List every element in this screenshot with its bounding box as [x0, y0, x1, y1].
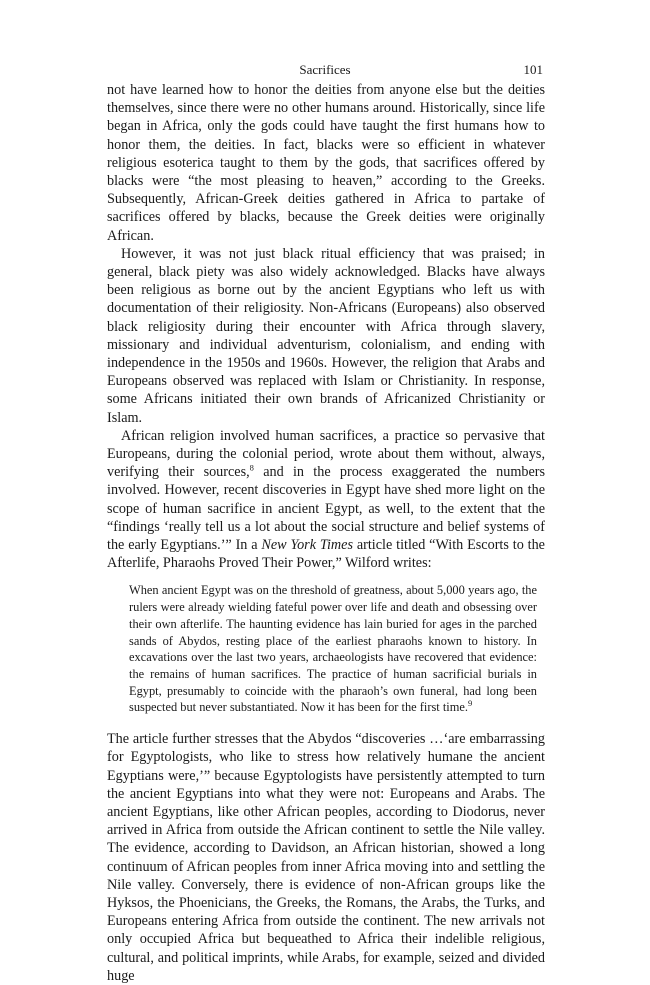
- newspaper-title: New York Times: [261, 537, 353, 554]
- footnote-ref-8: 8: [249, 462, 254, 473]
- block-quote-text: When ancient Egypt was on the threshold of greatness, about 5,000 years ago, the rulers were already wielding fateful power over life and death and obsessing over their own afterlife. The haunting evidence has lain buried for ages in the parched sands of Abydos, resting place of the earliest pharaohs known to history. In excavations over the last two years, archaeologists have recovered that evidence: the remains of human sacrifices. The practice of human sacrificial burials in Egypt, presumably to coincide with the pharaoh’s own funeral, had long been suspected but never substantiated. Now it has been for the first time.: [129, 583, 537, 715]
- paragraph-1: not have learned how to honor the deities from anyone else but the deities themselves, since there were no other humans around. Historically, since life began in Africa, only the gods could have taught the first humans how to honor them, the deities. In fact, blacks were so efficient in whatever religious esoterica taught to them by the gods, that sacrifices offered by blacks were “the most pleasing to heaven,” according to the Greeks. Subsequently, African-Greek deities gathered in Africa to partake of sacrifices offered by blacks, because the Greek deities were originally African.: [107, 82, 545, 244]
- page-header: [107, 62, 543, 80]
- footnote-ref-9: 9: [467, 698, 473, 709]
- paragraph-3-text-b: and in the process exaggerated the numbers involved. However, recent discoveries in Egypt have shed more light on the scope of human sacrifice in ancient Egypt, as well, to the extent that the “findings ‘really tell us a lot about the social structure and belief systems of the early Egyptians.’” In a: [107, 464, 545, 554]
- block-quote: [129, 582, 537, 716]
- running-head: Sacrifices: [299, 62, 351, 77]
- paragraph-2: However, it was not just black ritual efficiency that was praised; in general, black piety was also widely acknowledged. Blacks have always been religious as borne out by the ancient Egyptians who left us with documentation of their religiosity. Non-Africans (Europeans) also observed black religiosity during their encounter with Africa through slavery, missionary and individual adventurism, colonialism, and ending with independence in the 1950s and 1960s. However, the religion that Arabs and Europeans observed was replaced with Islam or Christianity. In response, some Africans initiated their own brands of Africanized Christianity or Islam.: [107, 245, 545, 426]
- page-number: 101: [523, 62, 543, 77]
- paragraph-3-text-a: African religion involved human sacrifices, a practice so pervasive that Europeans, during the colonial period, wrote about them without, always, verifying their sources,: [107, 427, 545, 481]
- paragraph-3: [107, 427, 545, 573]
- paragraph-3-text-c: article titled “With Escorts to the Afterlife, Pharaohs Proved Their Power,” Wilford writes:: [107, 537, 545, 572]
- paragraph-4: The article further stresses that the Abydos “discoveries …‘are embarrassing for Egyptologists, who like to stress how relatively humane the ancient Egyptians were,’” because Egyptologists have persistently attempted to turn the ancient Egyptians into what they were not: Europeans and Arabs. The ancient Egyptians, like other African peoples, according to Diodorus, never arrived in Africa from outside the African continent to settle the Nile valley. The evidence, according to Davidson, an African historian, showed a long continuum of African peoples from inner Africa moving into and settling the Nile valley. Conversely, there is evidence of non-African groups like the Hyksos, the Phoenicians, the Greeks, the Romans, the Arabs, the Turks, and Europeans entering Africa from outside the continent. The new arrivals not only occupied Africa but bequeathed to Africa their indelible religious, cultural, and political imprints, while Arabs, for example, seized and divided huge: [107, 731, 545, 984]
- body-text: [107, 81, 545, 985]
